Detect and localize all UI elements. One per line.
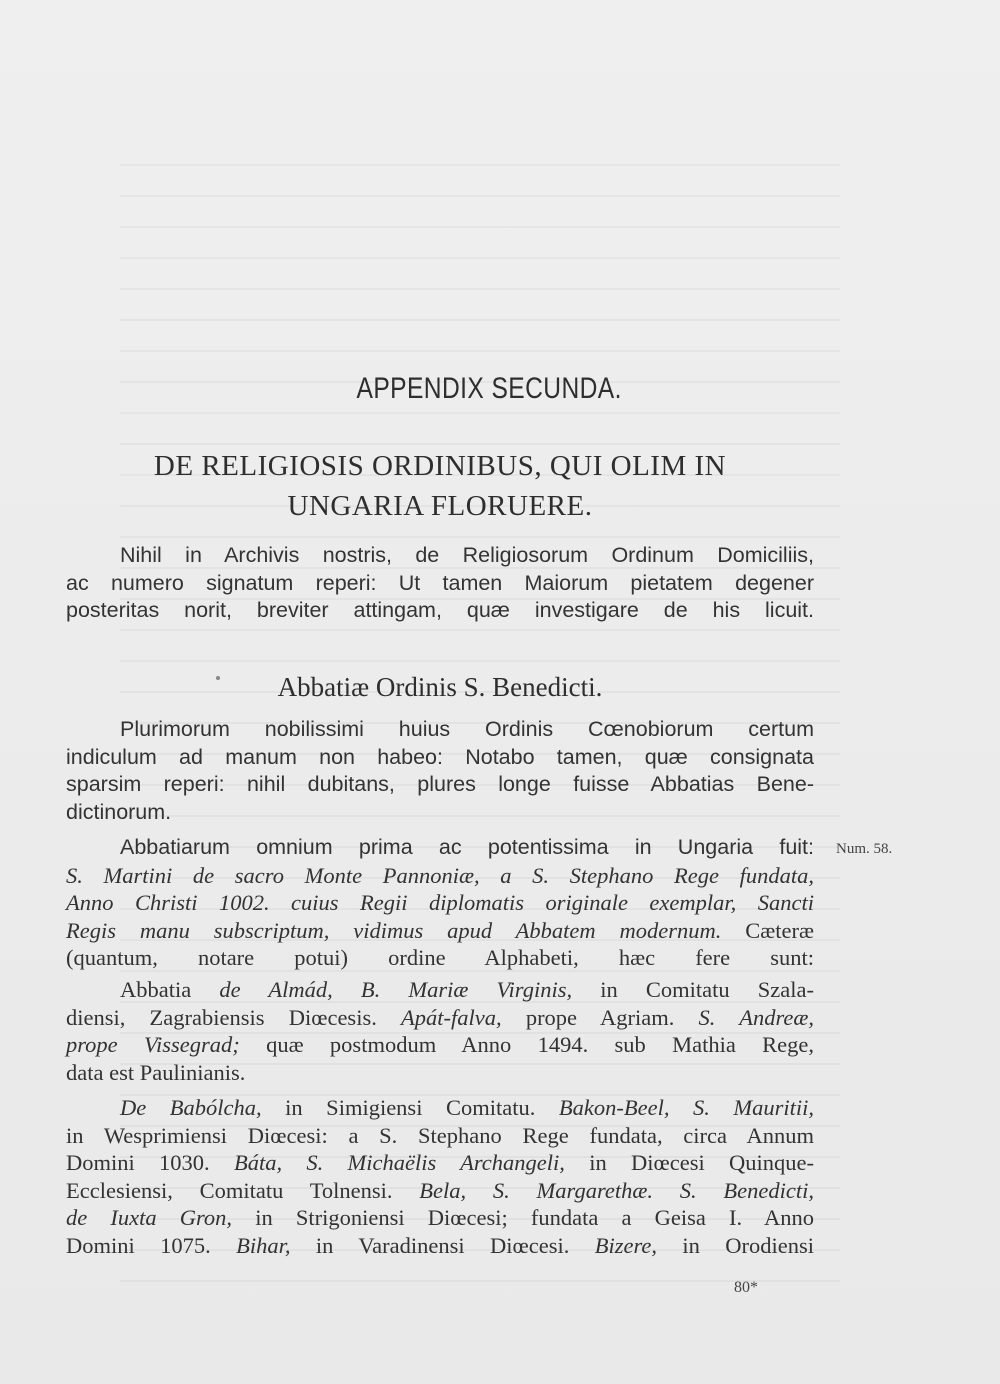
intro-line-1: Nihil in Archivis nostris, de Religiosorum Ordinum Domiciliis, bbox=[120, 543, 814, 567]
p2-line-4-italic: Regis manu subscriptum, vidimus apud Abbatem modernum. bbox=[66, 917, 722, 943]
p3-line-4: data est Paulinianis. bbox=[66, 1059, 246, 1085]
p4-l1-c: Bakon-Beel, S. Mauritii, bbox=[558, 1095, 814, 1120]
p4-l4-b: Bela, S. Margarethæ. S. Benedicti, bbox=[419, 1177, 814, 1203]
p3-line-2 bbox=[66, 1004, 814, 1032]
p1-line-1: Plurimorum nobilissimi huius Ordinis Cœnobiorum certum bbox=[120, 717, 814, 741]
p4-l6-c: in Varadinensi Diœcesi. bbox=[290, 1232, 595, 1258]
p4-l6-b: Bihar, bbox=[236, 1232, 291, 1258]
p3-l1-c: in Comitatu Szala- bbox=[572, 977, 814, 1002]
margin-note: Num. 58. bbox=[836, 841, 893, 857]
p2-line-1: Abbatiarum omnium prima ac potentissima in Ungaria fuit: bbox=[120, 835, 814, 859]
p2-line-3: Anno Christi 1002. cuius Regii diplomatis originale exemplar, Sancti bbox=[66, 890, 814, 915]
paragraph-1 bbox=[66, 716, 814, 826]
p4-line-2: in Wesprimiensi Diœcesi: a S. Stephano Rege fundata, circa Annum bbox=[66, 1122, 814, 1148]
p1-line-4: dictinorum. bbox=[66, 799, 172, 824]
paragraph-3 bbox=[66, 976, 814, 1086]
p4-line-4 bbox=[66, 1177, 814, 1205]
paragraph-2 bbox=[66, 834, 814, 972]
p4-l4-a: Ecclesiensi, Comitatu Tolnensi. bbox=[66, 1177, 420, 1203]
p3-l2-d: S. Andreæ, bbox=[698, 1004, 814, 1030]
p4-l5-b: in Strigoniensi Diœcesi; fundata a Geisa I. Anno bbox=[232, 1205, 815, 1230]
subsection-title: Abbatiæ Ordinis S. Benedicti. bbox=[277, 672, 603, 702]
p2-line-4 bbox=[66, 917, 814, 945]
appendix-heading: APPENDIX SECUNDA. bbox=[356, 372, 622, 405]
p4-l6-a: Domini 1075. bbox=[66, 1232, 237, 1258]
intro-line-3: posteritas norit, breviter attingam, quæ investigare de his licuit. bbox=[66, 598, 814, 622]
p4-line-5 bbox=[66, 1204, 814, 1232]
page-folio: 80* bbox=[734, 1279, 758, 1296]
p3-l3-b: quæ postmodum Anno 1494. sub Mathia Rege, bbox=[239, 1032, 814, 1057]
p4-l6-d: Bizere, bbox=[594, 1232, 657, 1258]
p4-l3-b: Báta, S. Michaëlis Archangeli, bbox=[233, 1150, 565, 1175]
intro-paragraph bbox=[66, 542, 814, 625]
section-heading-line-2: UNGARIA FLORUERE. bbox=[287, 490, 593, 522]
p4-l1-b: in Simigiensi Comitatu. bbox=[261, 1095, 559, 1120]
section-heading bbox=[100, 446, 780, 526]
p4-l1-a: De Babólcha, bbox=[120, 1095, 262, 1120]
section-heading-line-1: DE RELIGIOSIS ORDINIBUS, QUI OLIM IN bbox=[153, 450, 727, 482]
p1-line-2: indiculum ad manum non habeo: Notabo tamen, quæ consignata bbox=[66, 744, 814, 769]
p2-line-4-roman: Cæteræ bbox=[721, 917, 814, 943]
p3-line-1 bbox=[66, 976, 814, 1004]
p4-l5-a: de Iuxta Gron, bbox=[66, 1205, 233, 1230]
p3-l2-c: prope Agriam. bbox=[501, 1004, 699, 1030]
p3-l3-a: prope Vissegrad; bbox=[66, 1032, 240, 1057]
p2-line-5: (quantum, notare potui) ordine Alphabeti, hæc fere sunt: bbox=[66, 945, 814, 970]
p3-l1-b: de Almád, B. Mariæ Virginis, bbox=[219, 977, 573, 1002]
p4-l3-a: Domini 1030. bbox=[66, 1150, 234, 1175]
p4-line-6 bbox=[66, 1232, 814, 1260]
p3-l2-b: Apát-falva, bbox=[401, 1004, 502, 1030]
paragraph-4 bbox=[66, 1094, 814, 1259]
intro-line-2: ac numero signatum reperi: Ut tamen Maiorum pietatem degener bbox=[66, 570, 814, 595]
p4-line-3 bbox=[66, 1149, 814, 1177]
p1-line-3: sparsim reperi: nihil dubitans, plures longe fuisse Abbatias Bene- bbox=[66, 772, 814, 796]
p4-l6-e: in Orodiensi bbox=[657, 1232, 814, 1258]
p3-line-3 bbox=[66, 1031, 814, 1059]
p2-line-2: S. Martini de sacro Monte Pannoniæ, a S. Stephano Rege fundata, bbox=[66, 862, 814, 888]
p4-l3-c: in Diœcesi Quinque- bbox=[564, 1150, 814, 1175]
p3-l1-a: Abbatia bbox=[120, 977, 220, 1002]
p4-line-1 bbox=[66, 1094, 814, 1122]
p3-l2-a: diensi, Zagrabiensis Diœcesis. bbox=[66, 1004, 402, 1030]
